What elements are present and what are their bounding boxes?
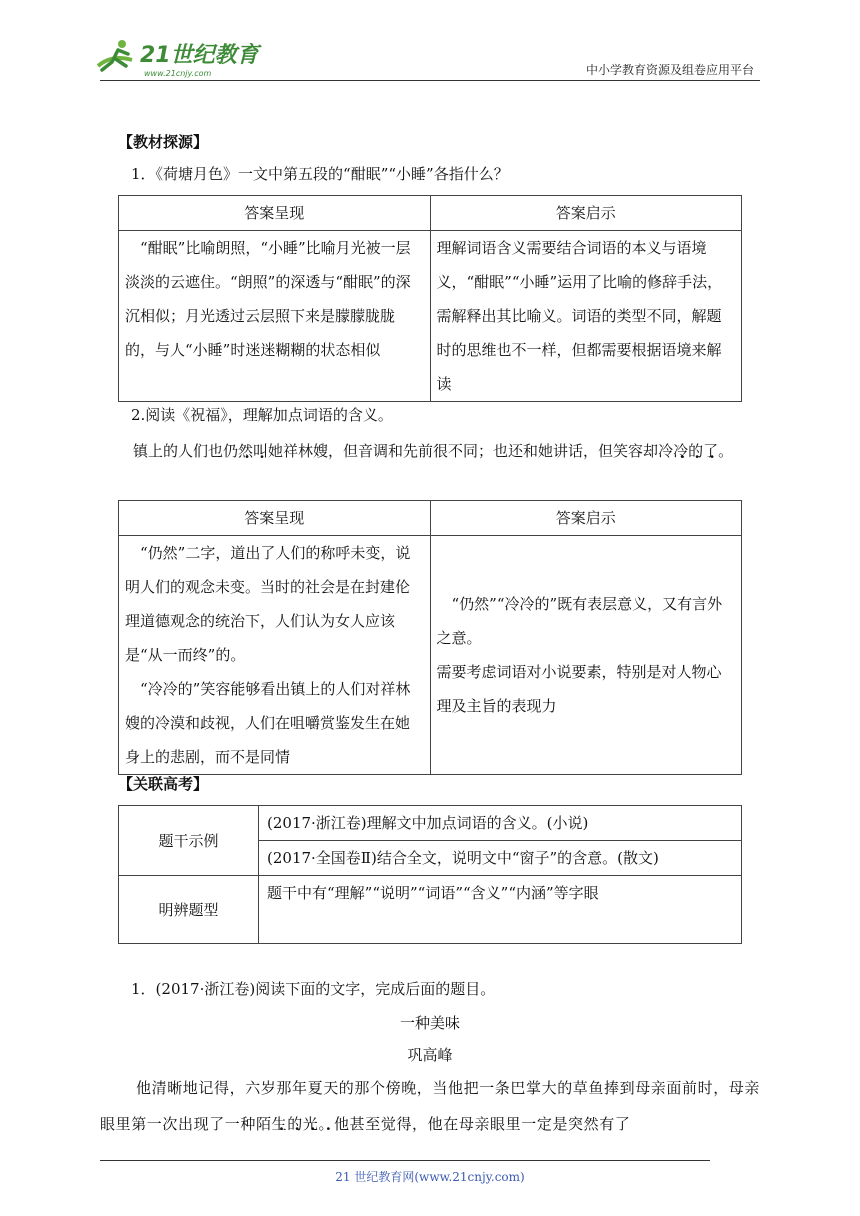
table1-header-hint: 答案启示 <box>430 196 742 231</box>
answer-table-2 <box>118 500 742 775</box>
exercise-question: 1．(2017·浙江卷)阅读下面的文字，完成后面的题目。 <box>131 980 496 998</box>
example-national: (2017·全国卷Ⅱ)结合全文，说明文中“窗子”的含意。(散文) <box>259 841 742 876</box>
gaokao-table <box>118 805 742 944</box>
footer-divider <box>100 1160 710 1161</box>
story-author: 巩高峰 <box>407 1046 453 1064</box>
header-platform-text: 中小学教育资源及组卷应用平台 <box>585 63 754 77</box>
story-text: 。他甚至觉得，他在母亲眼里一定是突然有了 <box>318 1115 631 1133</box>
table1-header-answer: 答案呈现 <box>119 196 431 231</box>
question-type-text: 题干中有“理解”“说明”“词语”“含义”“内涵”等字眼 <box>259 876 742 944</box>
label-examples: 题干示例 <box>119 806 259 876</box>
dotted-phrase-strange-light: 陌生的光 <box>256 1115 319 1133</box>
table2-hint-2: 需要考虑词语对小说要素，特别是对人物心理及主旨的表现力 <box>436 663 722 715</box>
answer-table-1 <box>118 195 742 402</box>
dotted-word-rengran: 仍然 <box>223 442 254 460</box>
dotted-char-leng1: 冷 <box>658 442 674 460</box>
table2-answer-2: “冷冷的”笑容能够看出镇上的人们对祥林嫂的冷漠和歧视，人们在咀嚼赏鉴发生在她身上的悲剧，而不是同情 <box>125 680 411 766</box>
story-passage <box>100 1070 760 1142</box>
footer-site[interactable]: 21 世纪教育网(www.21cnjy.com) <box>335 1170 525 1184</box>
question-2-passage <box>100 434 760 468</box>
section-title-textbook: 【教材探源】 <box>118 133 209 151</box>
passage-text: 镇上的人们也 <box>133 442 224 460</box>
question-2: 2.阅读《祝福》，理解加点词语的含义。 <box>131 406 393 424</box>
passage-text: 了。 <box>703 442 734 460</box>
story-title: 一种美味 <box>399 1014 460 1032</box>
table2-header-hint: 答案启示 <box>430 501 742 536</box>
table2-header-answer: 答案呈现 <box>119 501 431 536</box>
logo-text: 21世纪教育 <box>140 43 259 68</box>
table2-hint-1: “仍然”“冷冷的”既有表层意义，又有言外之意。 <box>436 595 723 647</box>
logo-21cnjy <box>92 36 262 80</box>
question-1: 1．《荷塘月色》一文中第五段的“酣眠”“小睡”各指什么？ <box>131 165 509 183</box>
example-zhejiang: (2017·浙江卷)理解文中加点词语的含义。(小说) <box>259 806 742 841</box>
passage-text: 叫她祥林嫂，但音调和先前很不同；也还和她讲话，但笑容却 <box>253 442 659 460</box>
section-title-gaokao: 【关联高考】 <box>118 775 209 793</box>
logo-url: www.21cnjy.com <box>144 69 212 78</box>
dotted-word-lengde: 冷的 <box>673 442 704 460</box>
table1-hint: 理解词语含义需要结合词语的本义与语境义，“酣眠”“小睡”运用了比喻的修辞手法，需解释出其比喻义。词语的类型不同，解题时的思维也不一样，但都需要根据语境来解读 <box>436 239 723 393</box>
table2-answer-1: “仍然”二字，道出了人们的称呼未变，说明人们的观念未变。当时的社会是在封建伦理道德观念的统治下，人们认为女人应该是“从一而终”的。 <box>125 544 411 664</box>
label-question-type: 明辨题型 <box>119 876 259 944</box>
page-header <box>0 0 860 90</box>
header-divider <box>100 80 760 81</box>
story-text: 他清晰地记得，六岁那年夏天的那个傍晚，当他把一条巴掌大的草鱼捧到母亲面前时，母亲眼里第一次出现了一种 <box>100 1079 761 1133</box>
table1-answer: “酣眠”比喻朗照，“小睡”比喻月光被一层淡淡的云遮住。“朗照”的深透与“酣眠”的深沉相似；月光透过云层照下来是朦朦胧胧的，与人“小睡”时迷迷糊糊的状态相似 <box>125 239 411 359</box>
